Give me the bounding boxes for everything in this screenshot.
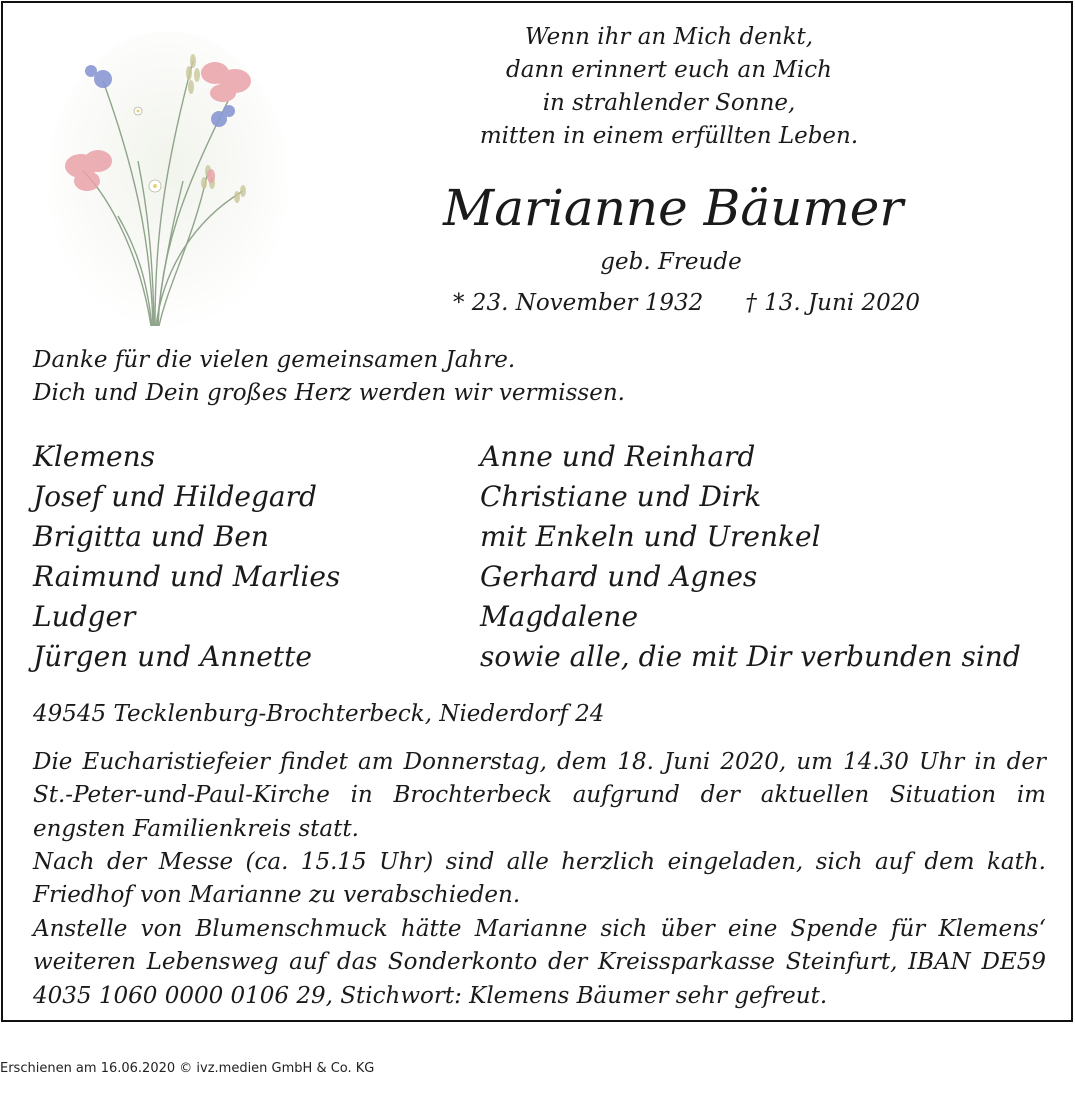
mourner: Raimund und Marlies bbox=[33, 560, 341, 593]
poem bbox=[463, 21, 875, 153]
mourners-right-column bbox=[480, 437, 1021, 677]
birth-name: geb. Freude bbox=[600, 249, 742, 275]
mourner: Anne und Reinhard bbox=[480, 440, 756, 473]
mourner: Brigitta und Ben bbox=[33, 520, 269, 553]
poem-line: Wenn ihr an Mich denkt, bbox=[524, 24, 814, 50]
birth-date: * 23. November 1932 bbox=[453, 290, 704, 316]
thanks-line: Dich und Dein großes Herz werden wir vermissen. bbox=[33, 380, 625, 406]
poem-line: dann erinnert euch an Mich bbox=[506, 57, 832, 83]
family-address: 49545 Tecklenburg-Brochterbeck, Niederdorf 24 bbox=[33, 701, 605, 727]
mourner: sowie alle, die mit Dir verbunden sind bbox=[480, 640, 1021, 673]
mourner: Josef und Hildegard bbox=[33, 480, 317, 513]
donation-info: Anstelle von Blumenschmuck hätte Marianne sich über eine Spende für Klemens‘ weiteren Lebensweg auf das Sonderkonto der Kreissparkasse Steinfurt, IBAN DE59 4035 1060 0000 0106 29, Stichwort: Klemens Bäumer sehr gefreut. bbox=[33, 916, 1046, 1009]
mourner: Ludger bbox=[33, 600, 136, 633]
mourner: Klemens bbox=[33, 440, 155, 473]
service-info: Die Eucharistiefeier findet am Donnerstag, dem 18. Juni 2020, um 14.30 Uhr in der St.-Peter-und-Paul-Kirche in Brochterbeck aufgrund der aktuellen Situation im engsten Familienkreis statt. bbox=[33, 749, 1046, 842]
poem-line: in strahlender Sonne, bbox=[542, 90, 796, 116]
death-date: † 13. Juni 2020 bbox=[745, 290, 921, 316]
mourner: Christiane und Dirk bbox=[480, 480, 762, 513]
thanks-text bbox=[33, 344, 625, 410]
wildflower-bouquet-icon bbox=[43, 31, 293, 331]
obituary-card bbox=[1, 1, 1073, 1022]
mourner: Magdalene bbox=[480, 600, 639, 633]
mourner: mit Enkeln und Urenkel bbox=[480, 520, 821, 553]
life-dates bbox=[453, 287, 920, 319]
publication-footer: Erschienen am 16.06.2020 © ivz.medien GmbH & Co. KG bbox=[0, 1061, 375, 1076]
mourner: Jürgen und Annette bbox=[33, 640, 312, 673]
deceased-name: Marianne Bäumer bbox=[443, 179, 904, 237]
thanks-line: Danke für die vielen gemeinsamen Jahre. bbox=[33, 347, 516, 373]
poem-line: mitten in einem erfüllten Leben. bbox=[479, 123, 859, 149]
mourner: Gerhard und Agnes bbox=[480, 560, 758, 593]
mourners-left-column bbox=[33, 437, 340, 677]
cemetery-info: Nach der Messe (ca. 15.15 Uhr) sind alle herzlich eingeladen, sich auf dem kath. Friedhof von Marianne zu verabschieden. bbox=[33, 849, 1046, 909]
